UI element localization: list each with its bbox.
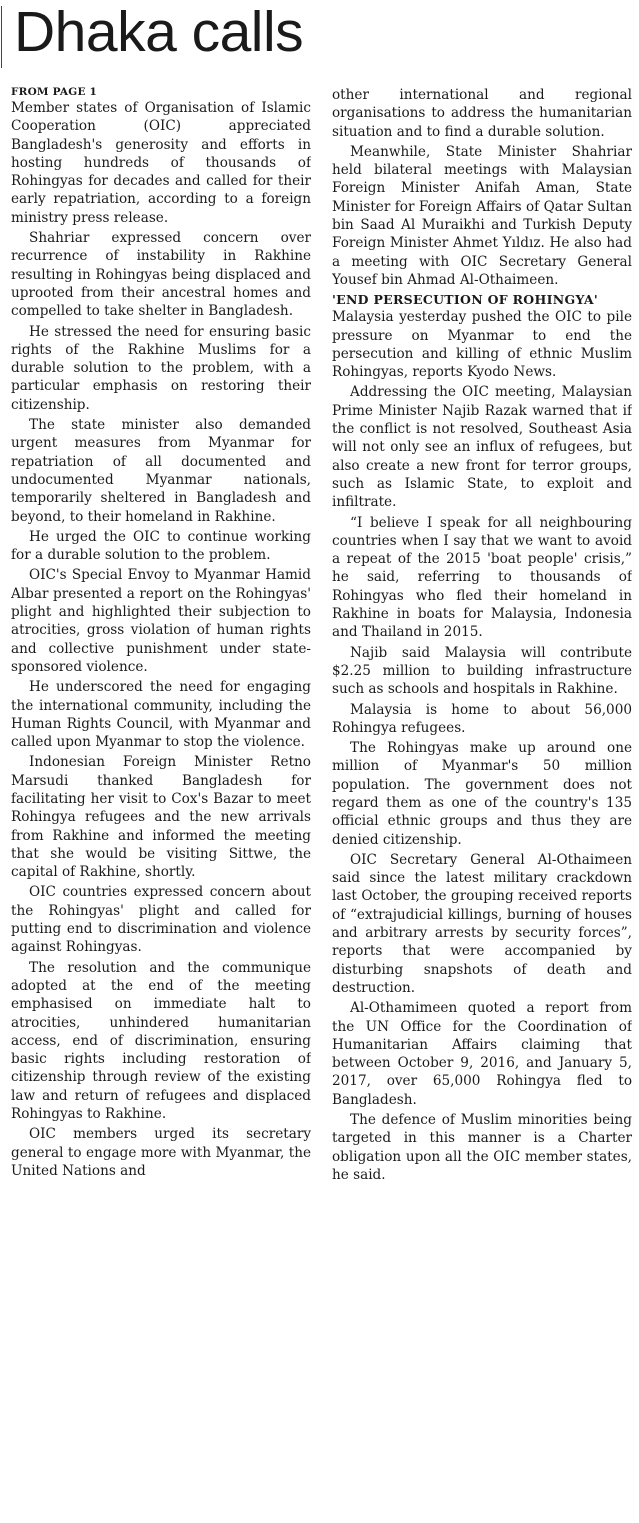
paragraph: He urged the OIC to continue working for a durable solution to the problem. xyxy=(11,528,311,564)
paragraph: other international and regional organisations to address the humanitarian situation and to find a durable solution. xyxy=(332,87,632,140)
headline: Dhaka calls xyxy=(14,0,304,64)
paragraph: He stressed the need for ensuring basic rights of the Rakhine Muslims for a durable solution to the problem, with a particular emphasis on restoring their citizenship. xyxy=(11,323,311,413)
column-rule xyxy=(1,6,2,68)
paragraph: Malaysia yesterday pushed the OIC to pile pressure on Myanmar to end the persecution and killing of ethnic Muslim Rohingyas, reports Kyodo News. xyxy=(332,309,632,381)
paragraph: Shahriar expressed concern over recurrence of instability in Rakhine resulting in Rohingyas being displaced and uprooted from their ancestral homes and compelled to take shelter in Bangladesh. xyxy=(11,230,311,320)
paragraph: OIC members urged its secretary general to engage more with Myanmar, the United Nations and xyxy=(11,1126,311,1179)
paragraph: The resolution and the communique adopted at the end of the meeting emphasised on immediate halt to atrocities, unhindered humanitarian access, end of discrimination, ensuring basic rights including restoration of citizenship through review of the existing law and return of refugees and displaced Rohingyas to Rakhine. xyxy=(11,959,311,1123)
paragraph: The state minister also demanded urgent measures from Myanmar for repatriation of all documented and undocumented Myanmar nationals, temporarily sheltered in Bangladesh and beyond, to their homeland in Rakhine. xyxy=(11,417,311,525)
dateline: FROM PAGE 1 xyxy=(11,86,98,98)
paragraph: Member states of Organisation of Islamic Cooperation (OIC) appreciated Bangladesh's generosity and efforts in hosting hundreds of thousands of Rohingyas for decades and called for their early repatriation, according to a foreign ministry press release. xyxy=(11,100,311,226)
left-column xyxy=(11,86,311,1516)
paragraph: The defence of Muslim minorities being targeted in this manner is a Charter obligation upon all the OIC member states, he said. xyxy=(332,1112,632,1183)
paragraph: OIC's Special Envoy to Myanmar Hamid Albar presented a report on the Rohingyas' plight and highlighted their subjection to atrocities, gross violation of human rights and collective punishment under state-sponsored violence. xyxy=(11,567,311,675)
subheading: 'END PERSECUTION OF ROHINGYA' xyxy=(332,292,599,308)
right-column xyxy=(332,86,632,1516)
paragraph: Al-Othamimeen quoted a report from the UN Office for the Coordination of Humanitarian Affairs claiming that between October 9, 2016, and January 5, 2017, over 65,000 Rohingya fled to Bangladesh. xyxy=(332,1000,632,1108)
paragraph: Malaysia is home to about 56,000 Rohingya refugees. xyxy=(332,701,632,736)
paragraph: OIC countries expressed concern about the Rohingyas' plight and called for putting end to discrimination and violence against Rohingyas. xyxy=(11,884,311,956)
paragraph: Meanwhile, State Minister Shahriar held bilateral meetings with Malaysian Foreign Minister Anifah Aman, State Minister for Foreign Affairs of Qatar Sultan bin Saad Al Muraikhi and Turkish Deputy Foreign Minister Ahmet Yıldız. He also had a meeting with OIC Secretary General Yousef bin Ahmad Al-Othaimeen. xyxy=(332,143,632,288)
paragraph: Indonesian Foreign Minister Retno Marsudi thanked Bangladesh for facilitating her visit to Cox's Bazar to meet Rohingya refugees and the new arrivals from Rakhine and informed the meeting that she would be visiting Sittwe, the capital of Rakhine, shortly. xyxy=(11,754,311,881)
paragraph: OIC Secretary General Al-Othaimeen said since the latest military crackdown last October, the grouping received reports of “extrajudicial killings, burning of houses and arbitrary arrests by security forces”, reports that were accompanied by disturbing snapshots of death and destruction. xyxy=(332,851,632,996)
paragraph: Addressing the OIC meeting, Malaysian Prime Minister Najib Razak warned that if the conflict is not resolved, Southeast Asia will not only see an influx of refugees, but also create a new front for terror groups, such as Islamic State, to exploit and infiltrate. xyxy=(332,384,632,511)
paragraph: The Rohingyas make up around one million of Myanmar's 50 million population. The government does not regard them as one of the country's 135 official ethnic groups and thus they are denied citizenship. xyxy=(332,740,632,848)
paragraph: Najib said Malaysia will contribute $2.25 million to building infrastructure such as schools and hospitals in Rakhine. xyxy=(332,644,632,698)
paragraph: He underscored the need for engaging the international community, including the Human Rights Council, with Myanmar and called upon Myanmar to stop the violence. xyxy=(11,679,311,751)
paragraph: “I believe I speak for all neighbouring countries when I say that we want to avoid a repeat of the 2015 'boat people' crisis,” he said, referring to thousands of Rohingyas who fled their homeland in Rakhine in boats for Malaysia, Indonesia and Thailand in 2015. xyxy=(332,514,632,641)
